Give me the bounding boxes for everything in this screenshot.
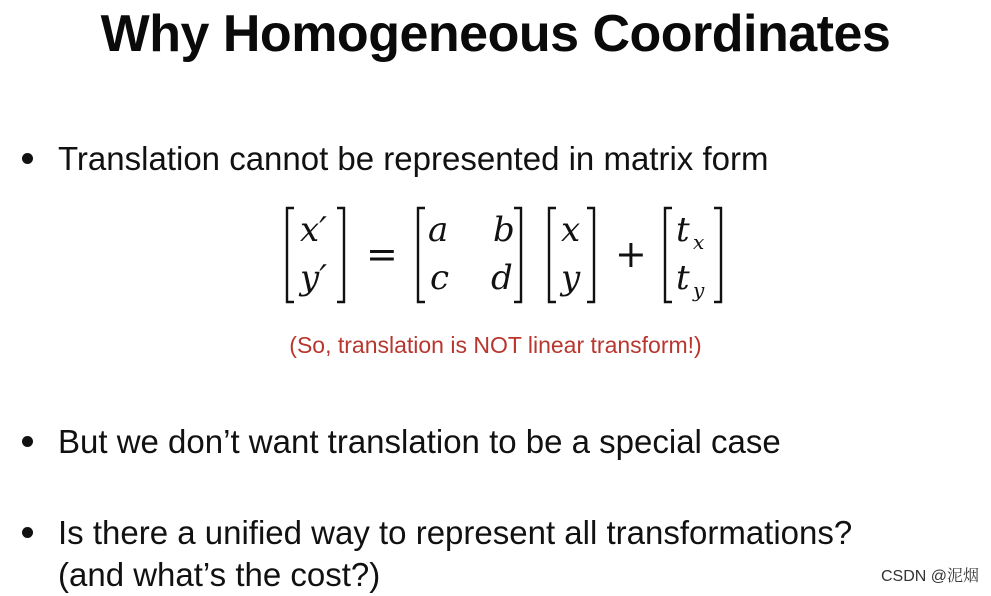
bullet-dot-icon [22,436,33,447]
matrix-a: a [428,210,449,250]
translation-right-bracket [714,208,721,302]
translation-ty-base: t [676,258,690,298]
lhs-y-prime: y′ [300,258,327,298]
lhs-right-bracket [337,208,344,302]
matrix-d: d [491,258,513,298]
slide-title: Why Homogeneous Coordinates [100,5,891,63]
bullet-dot-icon [22,527,33,538]
plus-sign: + [615,232,647,276]
vector-y: y [561,258,581,298]
bullet-translation-matrix [22,138,768,180]
bullet-subtext: (and what’s the cost?) [58,556,381,593]
equation-svg [0,196,991,314]
bullet-dot-icon [22,153,33,164]
vector-x: x [561,210,581,250]
equals-sign: = [366,232,398,276]
matrix-b: b [493,210,515,250]
translation-equation [0,196,991,314]
translation-tx-base: t [676,210,690,250]
bullet-special-case [22,421,781,463]
bullet-unified-way [22,512,852,596]
watermark: CSDN @泥烟 [880,568,979,585]
translation-tx-sub: x [693,230,705,254]
lhs-left-bracket [287,208,294,302]
linear-transform-note: (So, translation is NOT linear transform!) [289,332,702,358]
bullet-text: But we don’t want translation to be a special case [58,423,781,460]
bullet-text: Is there a unified way to represent all transformations? [58,514,853,551]
vector-right-bracket [587,208,594,302]
matrix-c: c [430,258,450,298]
vector-left-bracket [549,208,556,302]
matrix-right-bracket [514,208,521,302]
translation-ty-sub: y [693,278,705,302]
matrix-left-bracket [418,208,425,302]
translation-left-bracket [665,208,672,302]
bullet-text: Translation cannot be represented in matrix form [58,140,769,177]
lhs-x-prime: x′ [300,210,327,250]
